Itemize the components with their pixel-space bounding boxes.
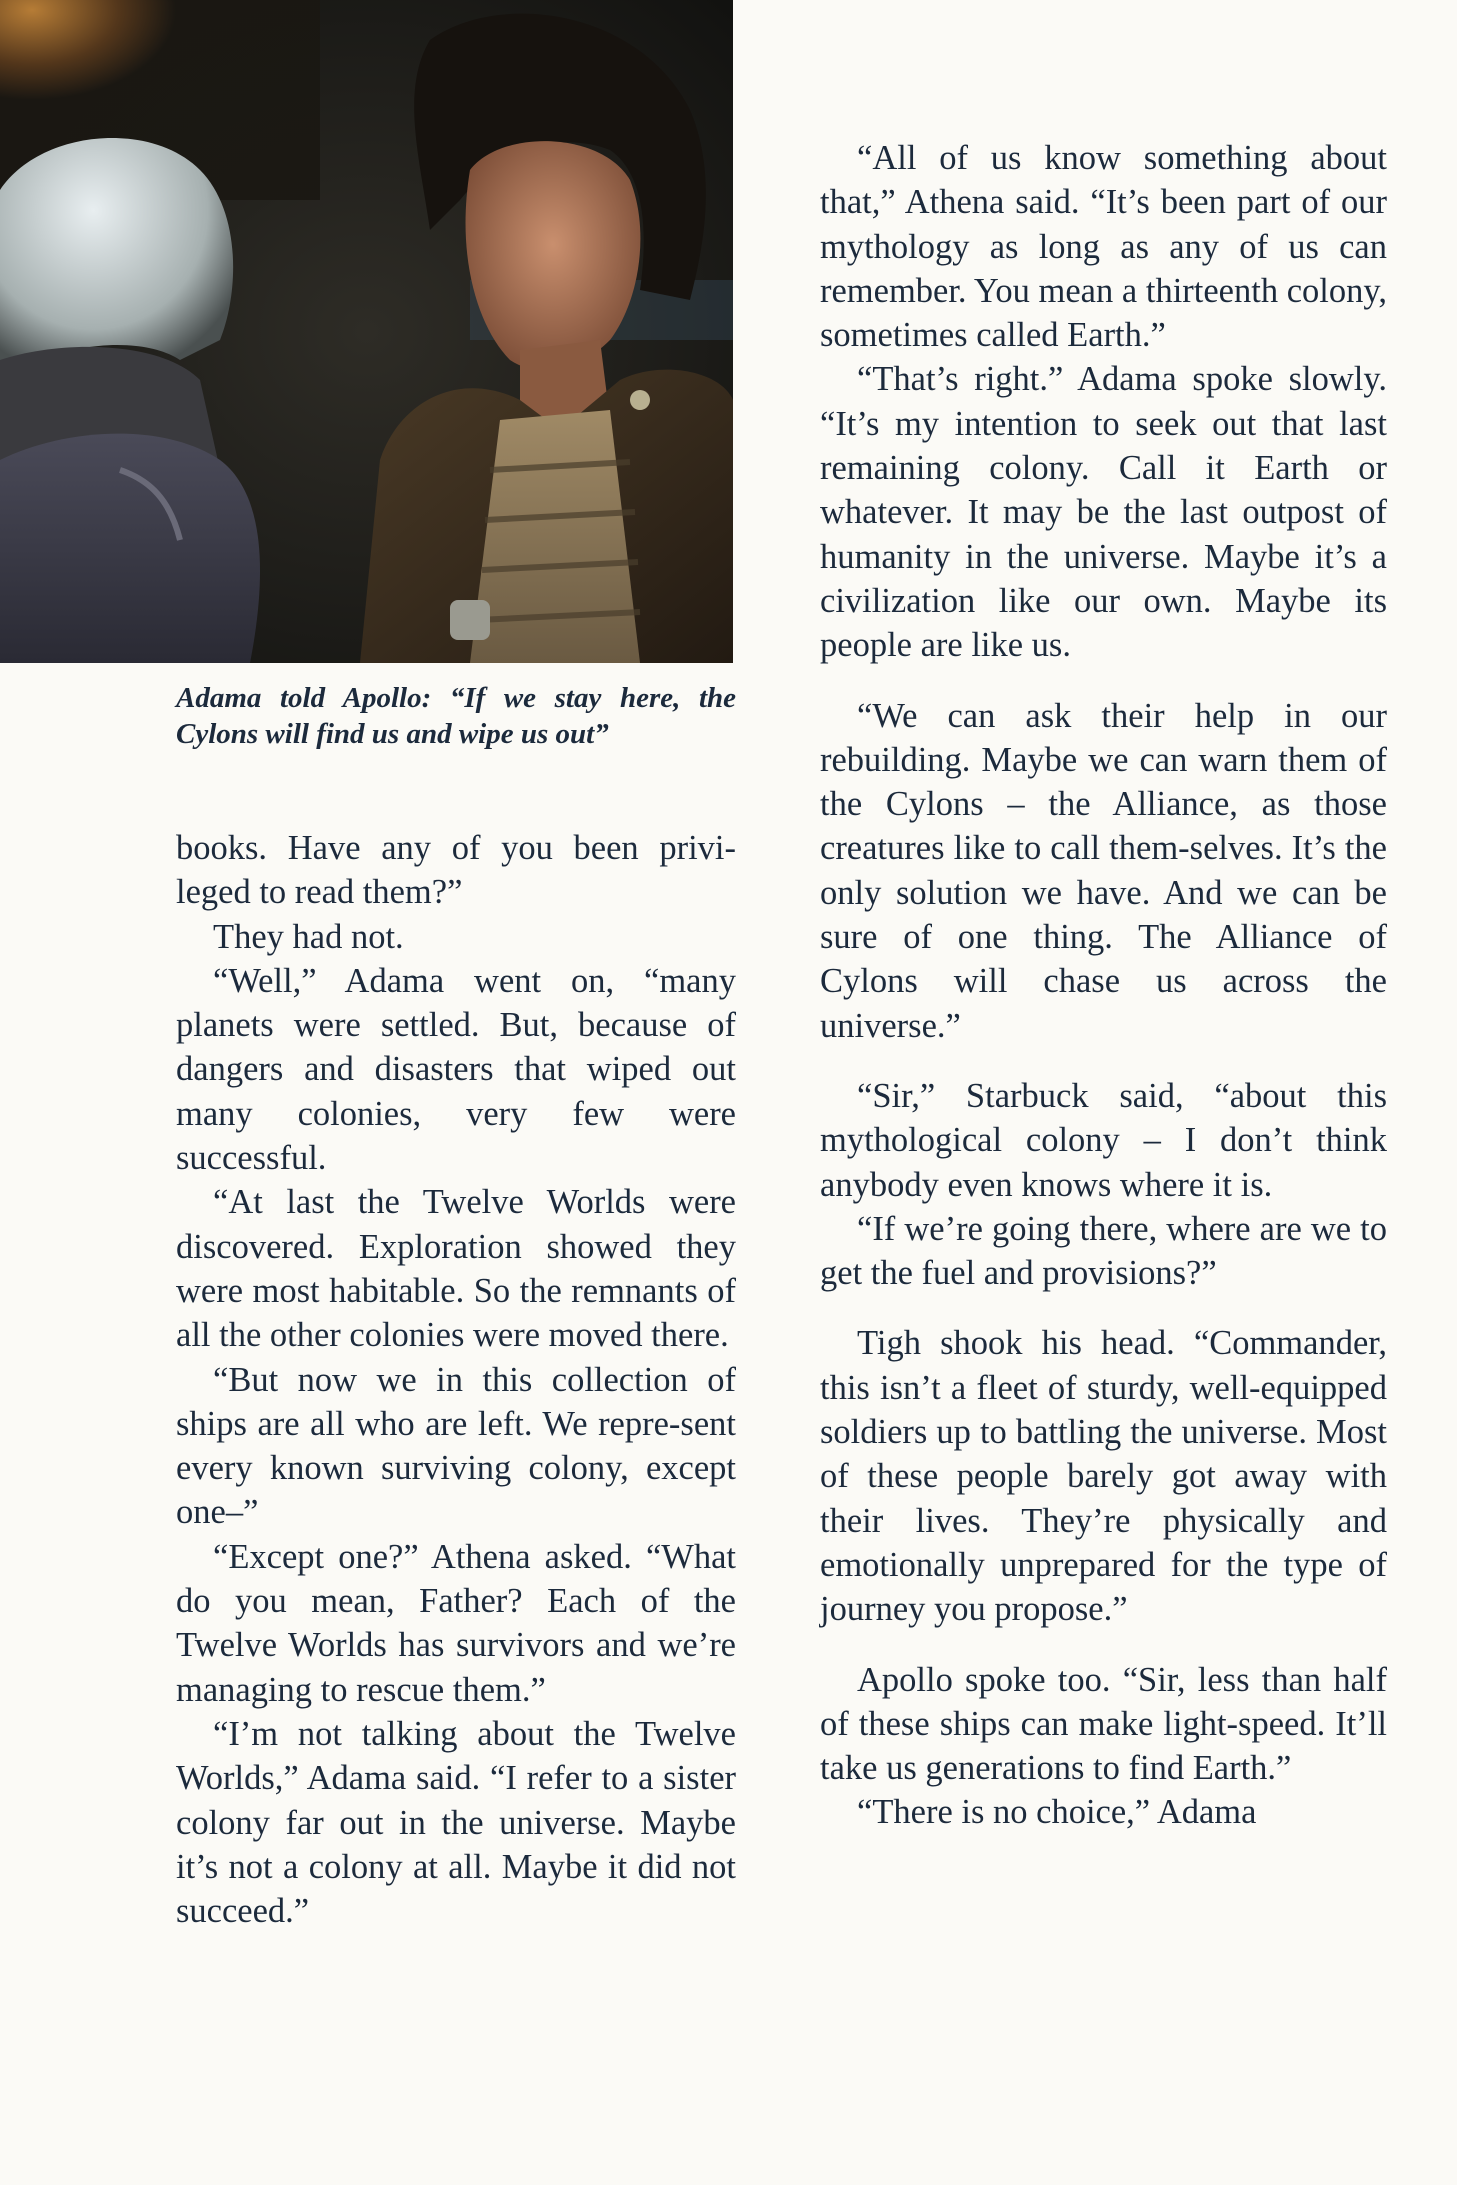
paragraph: “There is no choice,” Adama	[857, 1793, 1257, 1832]
text-column-left	[176, 826, 736, 1933]
photo-illustration	[0, 0, 733, 663]
paragraph: “Well,” Adama went on, “many planets were settled. But, because of dangers and disasters that wiped out many colonies, very few were successful.	[176, 961, 736, 1178]
paragraph: “But now we in this collection of ships are all who are left. We repre-sent every known surviving colony, except one–”	[176, 1360, 736, 1532]
paragraph: “That’s right.” Adama spoke slowly. “It’s my intention to seek out that last remaining colony. Call it Earth or whatever. It may be the last outpost of humanity in the universe. Maybe it’s a civilization like our own. Maybe its people are like us.	[820, 360, 1387, 665]
paragraph: “We can ask their help in our rebuilding. Maybe we can warn them of the Cylons – the Alliance, as those creatures like to call them-selves. It’s the only solution we have. And we can be sure of one thing. The Alliance of Cylons will chase us across the universe.”	[820, 696, 1387, 1045]
film-still-photo	[0, 0, 733, 663]
paragraph: “Except one?” Athena asked. “What do you mean, Father? Each of the Twelve Worlds has survivors and we’re managing to rescue them.”	[176, 1537, 736, 1709]
paragraph: Tigh shook his head. “Commander, this isn’t a fleet of sturdy, well-equipped soldiers up to battling the universe. Most of these people barely got away with their lives. They’re physically and emotionally unprepared for the type of journey you propose.”	[820, 1324, 1387, 1629]
paragraph: Apollo spoke too. “Sir, less than half of these ships can make light-speed. It’ll take us generations to find Earth.”	[820, 1660, 1387, 1788]
paragraph: books. Have any of you been privi-leged to read them?”	[176, 829, 736, 912]
paragraph: “If we’re going there, where are we to get the fuel and provisions?”	[820, 1209, 1387, 1293]
paragraph: “All of us know something about that,” Athena said. “It’s been part of our mythology as long as any of us can remember. You mean a thirteenth colony, sometimes called Earth.”	[820, 139, 1387, 355]
paragraph: “At last the Twelve Worlds were discovered. Exploration showed they were most habitable. So the remnants of all the other colonies were moved there.	[176, 1183, 736, 1355]
text-column-right	[820, 136, 1387, 1835]
paragraph: “I’m not talking about the Twelve Worlds,” Adama said. “I refer to a sister colony far out in the universe. Maybe it’s not a colony at all. Maybe it did not succeed.”	[176, 1714, 736, 1931]
paragraph: They had not.	[213, 917, 404, 956]
photo-caption: Adama told Apollo: “If we stay here, the Cylons will find us and wipe us out”	[176, 682, 736, 750]
paragraph: “Sir,” Starbuck said, “about this mythological colony – I don’t think anybody even knows where it is.	[820, 1076, 1387, 1204]
